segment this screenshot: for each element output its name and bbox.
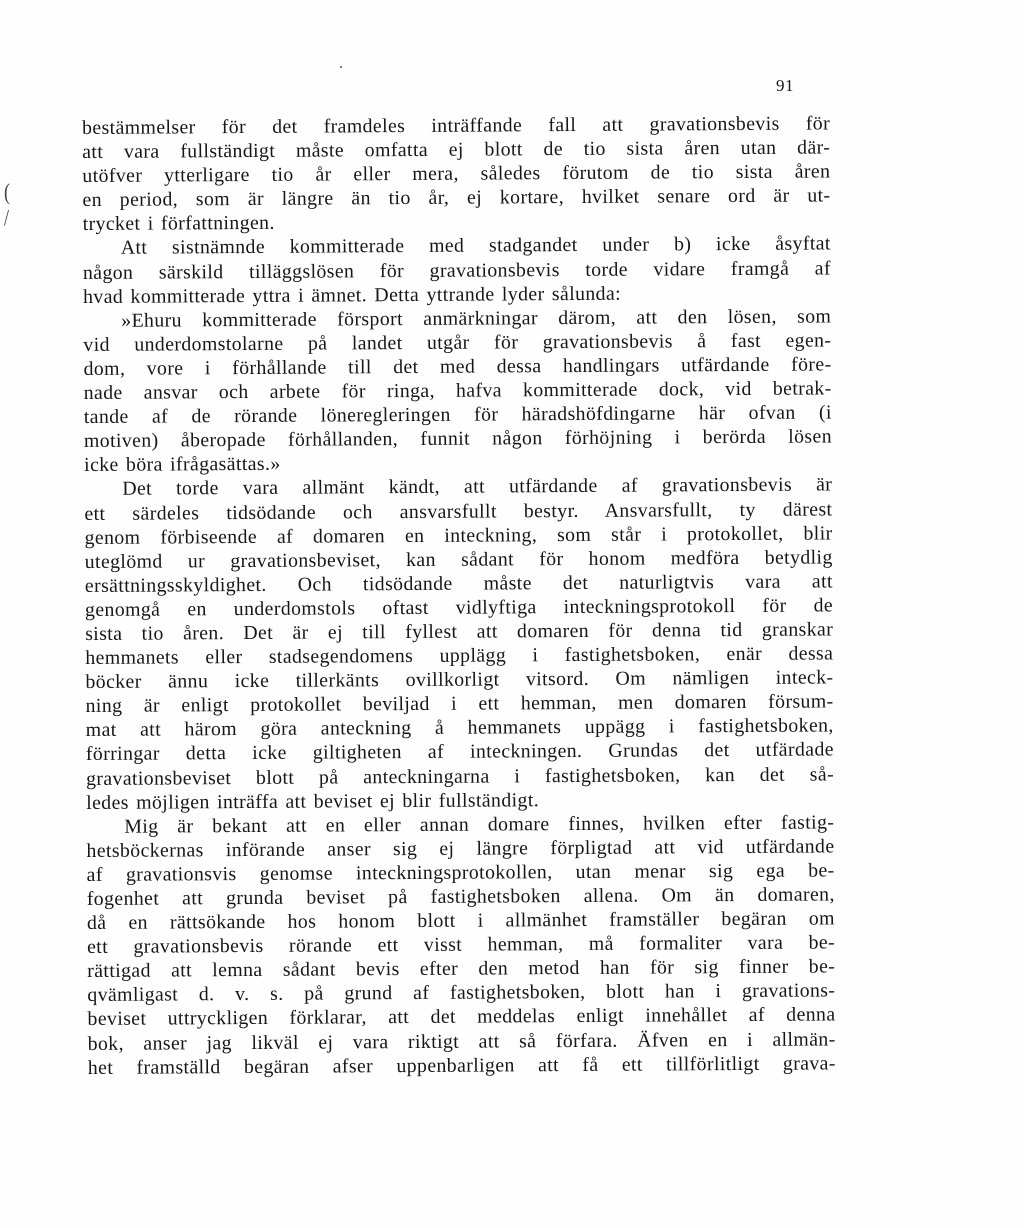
text-line: het framställd begäran afser uppenbarligen att få ett tillförlitligt grava- xyxy=(87,1052,836,1079)
text-line: rättigad att lemna sådant bevis efter den metod han för sig finner be- xyxy=(87,955,836,983)
text-line: hvad kommitterade yttra i ämnet. Detta yttrande lyder sålunda: xyxy=(83,282,622,308)
text-line: någon särskild tilläggslösen för gravationsbevis torde vidare framgå af xyxy=(82,256,832,284)
text-line: beviset uttryckligen förklarar, att det meddelas enligt innehållet af denna xyxy=(87,1003,836,1031)
text-line: bestämmelser för det framdeles inträffande fall att gravationsbevis för xyxy=(82,112,831,139)
text-line: förringar detta icke giltigheten af inteckningen. Grundas det utfärdade xyxy=(85,738,834,766)
text-line: då en rättsökande hos honom blott i allmänhet framställer begäran om xyxy=(86,907,835,935)
text-line: att vara fullständigt måste omfatta ej blott de tio sista åren utan där- xyxy=(82,136,831,164)
text-line: genom förbiseende af domaren en inteckning, som står i protokollet, blir xyxy=(84,522,833,549)
text-line: af gravationsvis genomse inteckningsprotokollen, utan menar sig ega be- xyxy=(86,859,835,886)
text-line: nade ansvar och arbete för ringa, hafva kommitterade dock, vid betrak- xyxy=(83,377,832,405)
text-line: hemmanets eller stadsegendomens upplägg i fastighetsboken, enär dessa xyxy=(85,642,834,670)
text-line: böcker ännu icke tillerkänts ovillkorligt vitsord. Om nämligen inteck- xyxy=(85,666,834,694)
text-line: icke böra ifrågasättas.» xyxy=(84,453,281,477)
text-line: mat att härom göra anteckning å hemmanets uppägg i fastighetsboken, xyxy=(85,714,834,742)
margin-mark: / xyxy=(4,204,10,231)
text-line: en period, som är längre än tio år, ej kortare, hvilket senare ord är ut- xyxy=(82,184,831,212)
text-line: sista tio åren. Det är ej till fyllest att domaren för denna tid granskar xyxy=(85,618,834,645)
text-line: genomgå en underdomstols oftast vidlyftiga inteckningsprotokoll för de xyxy=(84,594,834,621)
text-line: tande af de rörande löneregleringen för häradshöfdingarne här ofvan (i xyxy=(83,401,832,429)
text-line: Mig är bekant att en eller annan domare finnes, hvilken efter fastig- xyxy=(124,811,835,838)
text-line: ett särdeles tidsödande och ansvarsfullt bestyr. Ansvarsfullt, ty därest xyxy=(84,497,833,525)
text-line: ning är enligt protokollet beviljad i ett hemman, men domaren försum- xyxy=(85,690,834,718)
body-text xyxy=(82,111,836,1079)
text-line: vid underdomstolarne på landet utgår för gravationsbevis å fast egen- xyxy=(83,329,832,356)
print-speck xyxy=(340,66,342,68)
text-line: utöfver ytterligare tio år eller mera, således förutom de tio sista åren xyxy=(82,160,831,188)
page-number: 91 xyxy=(776,76,794,95)
text-line: dom, vore i förhållande till det med dessa handlingars utfärdande före- xyxy=(83,353,832,380)
text-line: ledes möjligen inträffa att beviset ej blir fullständigt. xyxy=(86,788,540,814)
text-line: ett gravationsbevis rörande ett visst hemman, må formaliter vara be- xyxy=(87,931,836,959)
text-line: motiven) åberopade förhållanden, funnit någon förhöjning i berörda lösen xyxy=(83,425,833,453)
text-line: Att sistnämnde kommitterade med stadgandet under b) icke åsyftat xyxy=(120,232,831,260)
text-line: Det torde vara allmänt kändt, att utfärdande af gravationsbevis är xyxy=(122,473,833,501)
text-line: fogenhet att grunda beviset på fastighetsboken allena. Om än domaren, xyxy=(86,883,835,910)
text-line: trycket i författningen. xyxy=(82,212,275,236)
text-line: ersättningsskyldighet. Och tidsödande måste det naturligtvis vara att xyxy=(84,570,833,597)
text-line: bok, anser jag likväl ej vara riktigt att så förfara. Äfven en i allmän- xyxy=(87,1027,836,1055)
text-line: uteglömd ur gravationsbeviset, kan sådant för honom medföra betydlig xyxy=(84,546,833,573)
text-line: »Ehuru kommitterade försport anmärkningar därom, att den lösen, som xyxy=(121,305,832,332)
text-line: gravationsbeviset blott på anteckningarna i fastighetsboken, kan det så- xyxy=(85,762,835,790)
margin-mark: ( xyxy=(4,178,10,205)
text-line: hetsböckernas införande anser sig ej längre förpligtad att vid utfärdande xyxy=(86,835,835,862)
text-line: qvämligast d. v. s. på grund af fastighetsboken, blott han i gravations- xyxy=(87,979,836,1007)
